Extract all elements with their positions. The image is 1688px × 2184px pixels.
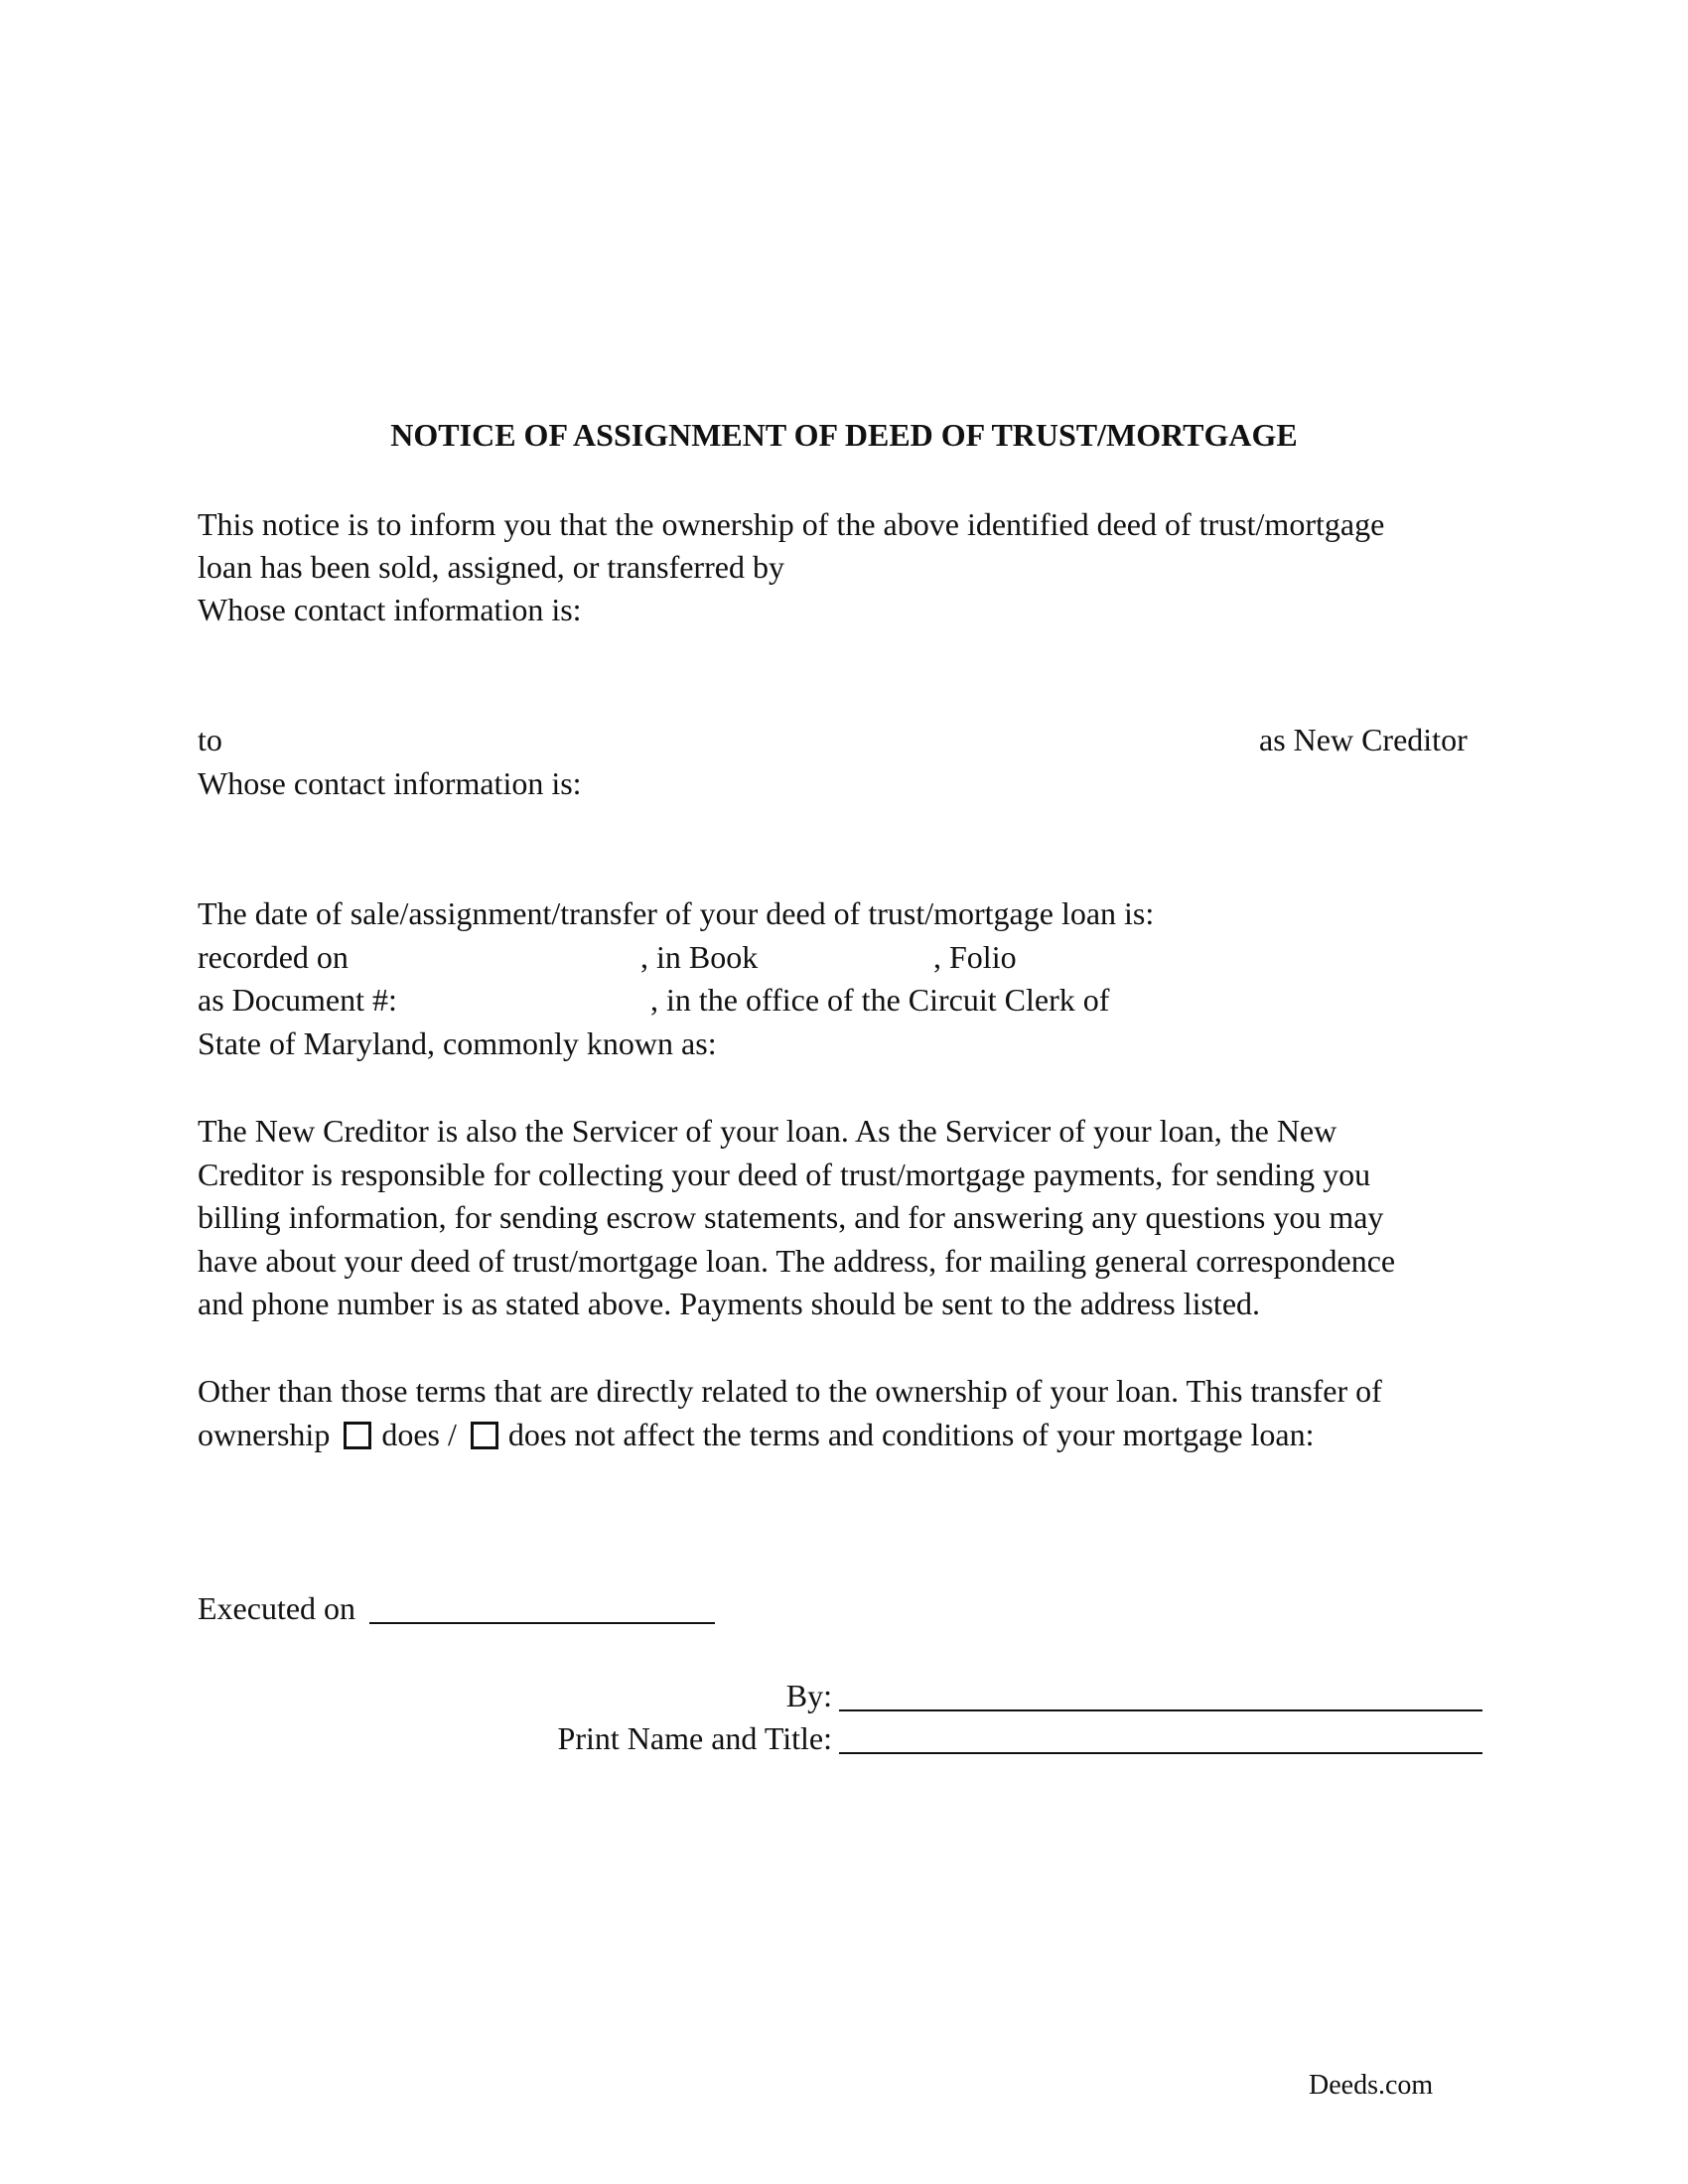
circuit-clerk-label: , in the office of the Circuit Clerk of: [650, 982, 1110, 1018]
executed-on-date-line[interactable]: [369, 1622, 715, 1624]
signature-line[interactable]: [839, 1709, 1482, 1711]
does-not-checkbox[interactable]: [471, 1422, 498, 1449]
by-label: By:: [785, 1678, 832, 1713]
terms-line-2: [198, 1415, 1315, 1454]
document-number-label: as Document #:: [198, 982, 397, 1018]
print-name-title-label: Print Name and Title:: [557, 1720, 832, 1756]
does-not-label: does not affect the terms and conditions of your mortgage loan:: [507, 1417, 1315, 1452]
document-title: NOTICE OF ASSIGNMENT OF DEED OF TRUST/MORTGAGE: [390, 417, 1298, 453]
intro-contact-label: Whose contact information is:: [198, 592, 582, 627]
footer-brand: Deeds.com: [1309, 2070, 1434, 2101]
state-label: State of Maryland, commonly known as:: [198, 1025, 717, 1061]
creditor-contact-label: Whose contact information is:: [198, 765, 582, 801]
intro-line-1: This notice is to inform you that the ownership of the above identified deed of trust/mortgage: [198, 506, 1385, 542]
servicer-line-2: Creditor is responsible for collecting your deed of trust/mortgage payments, for sending you: [198, 1157, 1371, 1192]
terms-line-1: Other than those terms that are directly related to the ownership of your loan. This transfer of: [198, 1373, 1382, 1409]
servicer-line-4: have about your deed of trust/mortgage loan. The address, for mailing general correspondence: [198, 1243, 1396, 1279]
intro-line-2: loan has been sold, assigned, or transferred by: [198, 549, 784, 585]
as-new-creditor-label: as New Creditor: [1259, 722, 1468, 757]
recorded-on-label: recorded on: [198, 939, 349, 975]
servicer-line-5: and phone number is as stated above. Payments should be sent to the address listed.: [198, 1286, 1261, 1321]
print-name-title-line[interactable]: [839, 1752, 1482, 1754]
folio-label: , Folio: [933, 939, 1017, 975]
executed-on-label: Executed on: [198, 1590, 356, 1626]
servicer-line-3: billing information, for sending escrow statements, and for answering any questions you may: [198, 1199, 1384, 1235]
servicer-line-1: The New Creditor is also the Servicer of your loan. As the Servicer of your loan, the New: [198, 1113, 1337, 1149]
does-label: does /: [381, 1417, 457, 1452]
to-label: to: [198, 722, 222, 757]
recording-date-label: The date of sale/assignment/transfer of your deed of trust/mortgage loan is:: [198, 895, 1155, 931]
in-book-label: , in Book: [640, 939, 759, 975]
does-checkbox[interactable]: [344, 1422, 371, 1449]
ownership-label: ownership: [198, 1417, 331, 1452]
